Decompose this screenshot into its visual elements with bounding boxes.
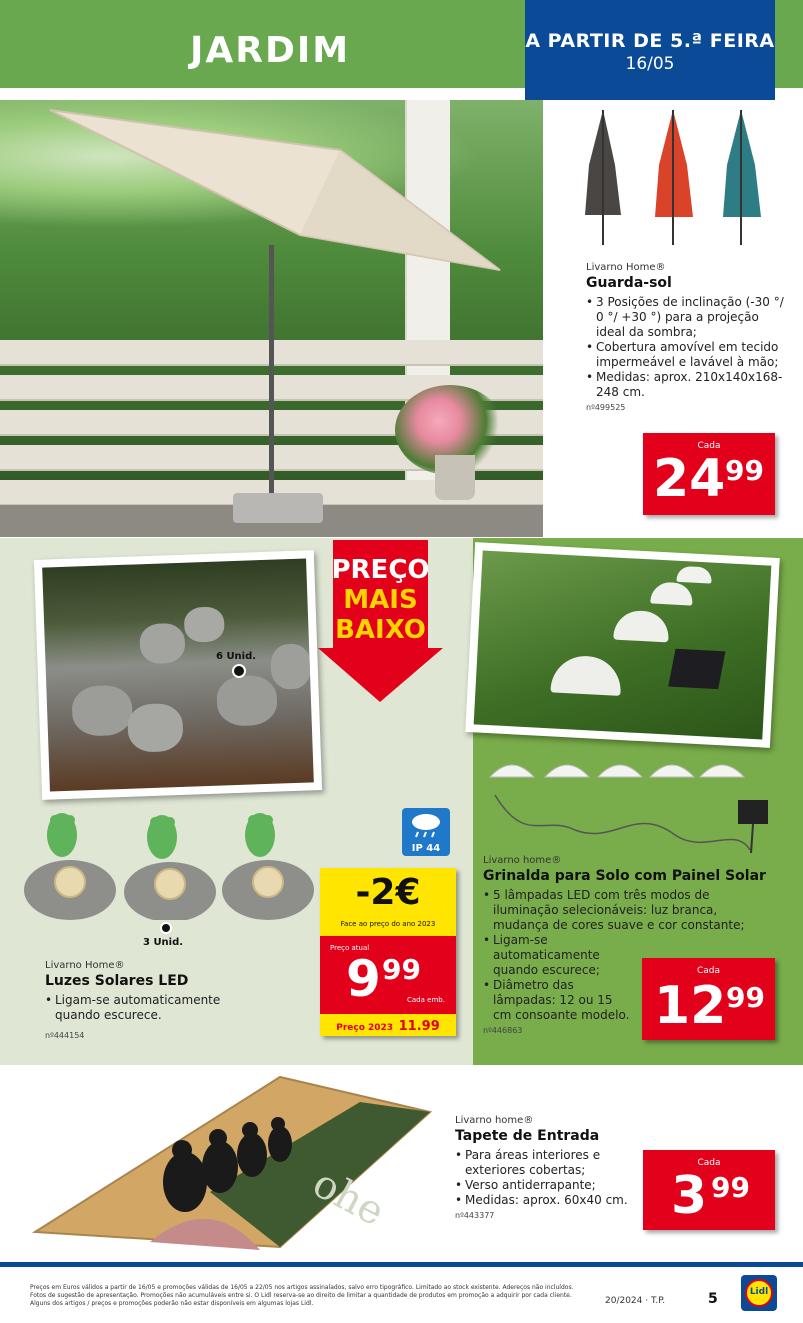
callout-dot: [232, 664, 246, 678]
page-number: 5: [708, 1291, 718, 1307]
solar-lights-price-block: [320, 868, 456, 1036]
current-price-box: [320, 936, 456, 1014]
current-price-int: 9: [346, 950, 381, 1008]
garland-price-label: Cada: [696, 966, 721, 976]
doormat-info: [455, 1115, 645, 1220]
parasol-color-variants: [575, 105, 775, 250]
frog-light-3: [222, 813, 314, 920]
current-price-unit: Cada emb.: [407, 996, 445, 1004]
parasol-info: [586, 262, 786, 412]
discount-box: [320, 868, 456, 936]
old-price-value: 11.99: [398, 1019, 440, 1034]
lower-price-text: [318, 555, 443, 645]
frog-light-1: [24, 813, 116, 920]
parasol-variant-red: [655, 110, 693, 245]
date-box: [525, 0, 775, 100]
doormat-article-no: nº443377: [455, 1211, 495, 1220]
tag-6-units: 6 Unid.: [216, 651, 257, 662]
solar-rocks-photo: [34, 550, 322, 800]
doormat-feature: • Verso antiderrapante;: [455, 1178, 645, 1193]
parasol-name: Guarda-sol: [586, 275, 672, 291]
solar-lights-brand: Livarno Home®: [45, 960, 125, 971]
parasol-variant-teal: [723, 110, 761, 245]
garland-feature: • Diâmetro das lâmpadas: 12 ou 15 cm consoante modelo.: [483, 978, 633, 1023]
parasol-canopy: [40, 105, 510, 305]
section-title: JARDIM: [190, 30, 351, 71]
current-price-dec: 99: [382, 953, 421, 986]
parasol-brand: Livarno Home®: [586, 262, 666, 273]
lidl-logo: [741, 1275, 777, 1311]
parasol-features: [586, 295, 786, 400]
solar-lights-info: [45, 960, 275, 1040]
parasol-article-no: nº499525: [586, 403, 626, 412]
discount-value: -2€: [355, 872, 421, 913]
parasol-variant-grey: [585, 110, 621, 245]
ip-badge: [402, 808, 450, 856]
tag-3-units: 3 Unid.: [143, 937, 184, 948]
parasol-price-dec: 99: [725, 454, 764, 487]
garland-article-no: nº446863: [483, 1026, 523, 1035]
frog-light-2: [124, 815, 216, 920]
garland-name: Grinalda para Solo com Painel Solar: [483, 868, 766, 884]
rain-cloud-icon: [402, 808, 450, 838]
doormat-features: [455, 1148, 645, 1208]
callout-dot: [160, 922, 172, 934]
garland-price-box: [642, 958, 775, 1040]
date-line1: A PARTIR DE 5.ª FEIRA: [525, 30, 775, 52]
legal-text: Preços em Euros válidos a partir de 16/05 e promoções válidas de 16/05 a 22/05 nos artigos assinalados, salvo erro tipográfico. Limitado ao stock existente. Adereços não incluídos. Fotos de sugestão de apresentação. Promoções não acumuláveis entre si. O Lidl reserva-se ao direito de limitar a quantidade de produtos em promoção a adquirir por cada cliente. Alguns dos artigos / preços e promoções poderão não estar disponíveis em algumas lojas Lidl.: [30, 1284, 574, 1307]
solar-lights-article-no: nº444154: [45, 1031, 85, 1040]
lower-price-line1: PREÇO: [331, 555, 430, 585]
doormat-price-int: 3: [671, 1166, 708, 1226]
solar-lights-feature: • Ligam-se automaticamente quando escurece.: [45, 993, 230, 1023]
parasol-price-int: 24: [653, 449, 726, 509]
parasol-photo: [0, 100, 543, 537]
footer-divider: [0, 1262, 803, 1267]
doormat-brand: Livarno home®: [455, 1115, 534, 1126]
doormat-feature: • Para áreas interiores e exteriores cobertas;: [455, 1148, 605, 1178]
page-reference: 20/2024 · T.P.: [605, 1296, 666, 1306]
current-price-label: Preço atual: [330, 944, 370, 952]
solar-lights-name: Luzes Solares LED: [45, 973, 189, 989]
doormat-price-label: Cada: [697, 1158, 721, 1168]
date-line2: 16/05: [625, 54, 675, 74]
garland-lawn-photo: [465, 542, 780, 748]
doormat-price-box: [643, 1150, 775, 1230]
old-price-box: [320, 1014, 456, 1036]
garland-price-int: 12: [654, 976, 727, 1036]
parasol-feature: • Cobertura amovível em tecido impermeável e lavável à mão;: [586, 340, 786, 370]
solar-lights-features: [45, 993, 230, 1023]
doormat-feature: • Medidas: aprox. 60x40 cm.: [455, 1193, 645, 1208]
garland-feature: • 5 lâmpadas LED com três modos de iluminação selecionáveis: luz branca, mudança de cores suave e cor constante;: [483, 888, 773, 933]
garland-feature: • Ligam-se automaticamente quando escurece;: [483, 933, 633, 978]
lower-price-line2: MAIS: [343, 585, 418, 615]
lidl-logo-text: Lidl: [749, 1287, 769, 1297]
lower-price-line3: BAIXO: [335, 615, 426, 645]
ip-badge-label: IP 44: [411, 843, 441, 854]
garland-brand: Livarno home®: [483, 855, 562, 866]
garland-product-image: [485, 755, 775, 855]
parasol-feature: • 3 Posições de inclinação (-30 °/ 0 °/ +30 °) para a projeção ideal da sombra;: [586, 295, 786, 340]
garland-price-dec: 99: [726, 981, 765, 1014]
doormat-name: Tapete de Entrada: [455, 1128, 600, 1144]
discount-caption: Face ao preço do ano 2023: [340, 920, 436, 928]
doormat-text: ohe: [305, 1160, 392, 1236]
doormat-image: [30, 1072, 450, 1252]
frog-lights-photo: [22, 810, 322, 920]
parasol-price-box: [643, 433, 775, 515]
parasol-price-label: Cada: [697, 441, 721, 451]
doormat-price-dec: 99: [711, 1171, 750, 1204]
parasol-feature: • Medidas: aprox. 210x140x168-248 cm.: [586, 370, 786, 400]
old-price-label: Preço 2023: [336, 1023, 394, 1033]
